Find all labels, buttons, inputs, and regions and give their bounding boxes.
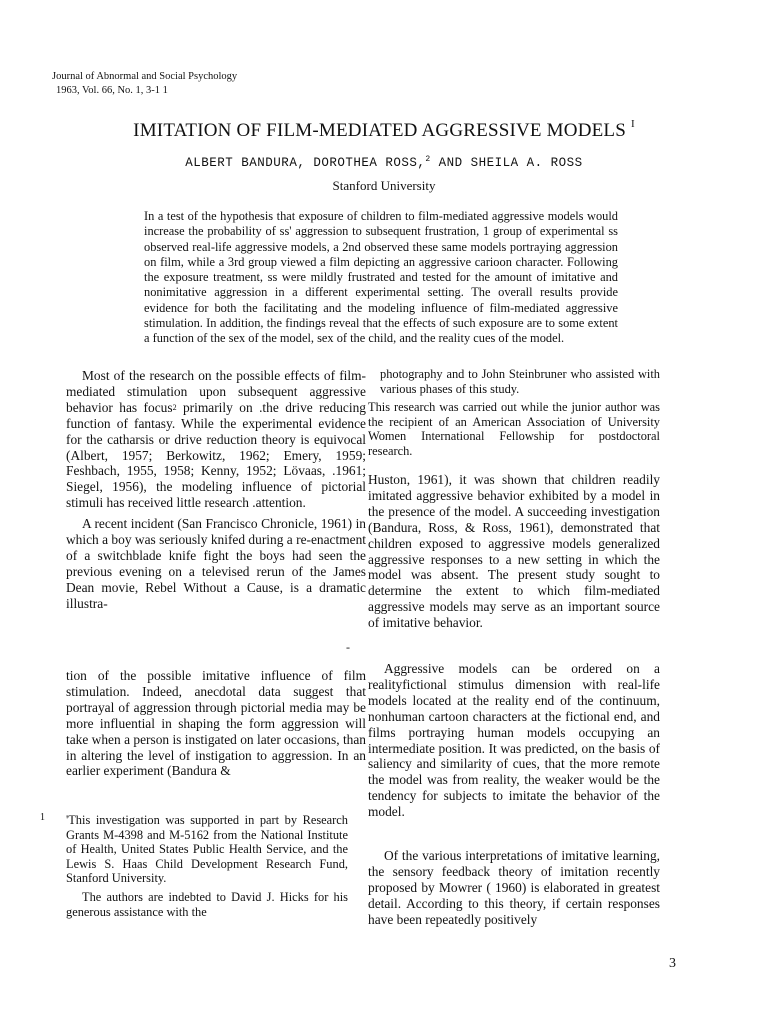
intro-p1-part-b: primarily on .the drive reducing function of fantasy. While the experimental evidence for the catharsis or drive reduction theory is equivocal (Albert, 1957; Berkowitz, 1962; Emery, 1959; Feshbach, 1955, 1958; Kenny, 1952; Lövaas, .1961; Siegel, 1956), the modeling influence of pictorial stimuli has received little research .attention. — [66, 399, 366, 511]
right-paragraph-2: Aggressive models can be ordered on a realityfictional stimulus dimension with real-life models located at the reality end of the continuum, nonhuman cartoon characters at the fictional end, and films portraying human models occupying an intermediate position. It was predicted, on the basis of saliency and similarity of cues, that the more remote the model was from reality, the weaker would be the tendency for subjects to imitate the behavior of the model. — [368, 661, 660, 820]
abstract: In a test of the hypothesis that exposure of children to film-mediated aggressive models would increase the probability of ss' aggression to subsequent frustration, 1 group of experimental ss observed real-life aggressive models, a 2nd observed these same models portraying aggression on film, while a 3rd group viewed a film depicting an aggressive carioon character. Following the exposure treatment, ss were mildly frustrated and tested for the amount of imitative and nonimitative aggression in a different experimental setting. The overall results provide evidence for both the facilitating and the modeling influence of film-mediated aggressive stimulation. In addition, the findings reveal that the effects of such exposure are to some extent a function of the sex of the model, sex of the child, and the reality cues of the model. — [144, 209, 618, 346]
left-column-top — [66, 368, 366, 612]
page-number: 3 — [669, 956, 676, 971]
left-column-bottom — [66, 668, 366, 779]
author-list — [0, 155, 768, 170]
footnote-3: This research was carried out while the junior author was the recipient of an American Association of University Women International Fellowship for postdoctoral research. — [368, 400, 660, 458]
author-footnote-mark: 2 — [425, 155, 431, 164]
right-paragraph-3: Of the various interpretations of imitative learning, the sensory feedback theory of imitation recently proposed by Mowrer ( 1960) is elaborated in greatest detail. According to this theory, if certain responses have been repeatedly positively — [368, 848, 660, 927]
stray-dash: - — [346, 640, 350, 654]
intro-paragraph-3: tion of the possible imitative influence of film stimulation. Indeed, anecdotal data suggest that portrayal of aggression through pictorial media may be more influential in shaping the form aggression will take when a person is instigated on later occasions, than in altering the level of instigation to aggression. In an earlier experiment (Bandura & — [66, 668, 366, 779]
journal-header — [52, 70, 237, 98]
intro-p1-part-a: Most of the research on the possible effects of film-mediated stimulation upon subsequent aggressive behavior has focus — [66, 368, 366, 415]
intro-paragraph-1 — [66, 368, 366, 511]
article-title — [0, 120, 768, 142]
article-title-text: IMITATION OF FILM-MEDIATED AGGRESSIVE MODELS — [133, 120, 626, 141]
journal-name: Journal of Abnormal and Social Psychology — [52, 71, 238, 82]
authors-part-1: ALBERT BANDURA, DOROTHEA ROSS, — [185, 156, 426, 171]
right-footnotes — [368, 367, 660, 459]
title-footnote-mark: I — [630, 118, 635, 130]
footnote-2: The authors are indebted to David J. Hicks for his generous assistance with the — [66, 889, 348, 919]
left-footnotes — [66, 813, 348, 919]
journal-citation: 1963, Vol. 66, No. 1, 3-1 1 — [56, 85, 168, 96]
footnote-mark-1: 1 — [40, 812, 45, 823]
footnote-2-continued: photography and to John Steinbruner who assisted with various phases of this study. — [380, 367, 660, 396]
intro-p1-sup: 2 — [172, 402, 177, 412]
footnote-1: 'This investigation was supported in part by Research Grants M-4398 and M-5162 from the National Institute of Health, United States Public Health Service, and the Lewis S. Haas Child Development Research Fund, Stanford University. — [66, 813, 348, 886]
intro-paragraph-2: A recent incident (San Francisco Chronicle, 1961) in which a boy was seriously knifed during a re-enactment of a switchblade knife fight the boys had seen the previous evening on a televised rerun of the James Dean movie, Rebel Without a Cause, is a dramatic illustra- — [66, 516, 366, 611]
affiliation: Stanford University — [332, 178, 436, 193]
right-paragraph-1: Huston, 1961), it was shown that children readily imitated aggressive behavior exhibited by a model in the presence of the model. A succeeding investigation (Bandura, Ross, & Ross, 1961), demonstrated that children exposed to aggressive models generalized aggressive responses to a new setting in which the model was absent. The present study sought to determine the extent to which film-mediated aggressive models may serve as an important source of imitative behavior. — [368, 472, 660, 631]
authors-part-2: AND SHEILA A. ROSS — [430, 156, 583, 171]
